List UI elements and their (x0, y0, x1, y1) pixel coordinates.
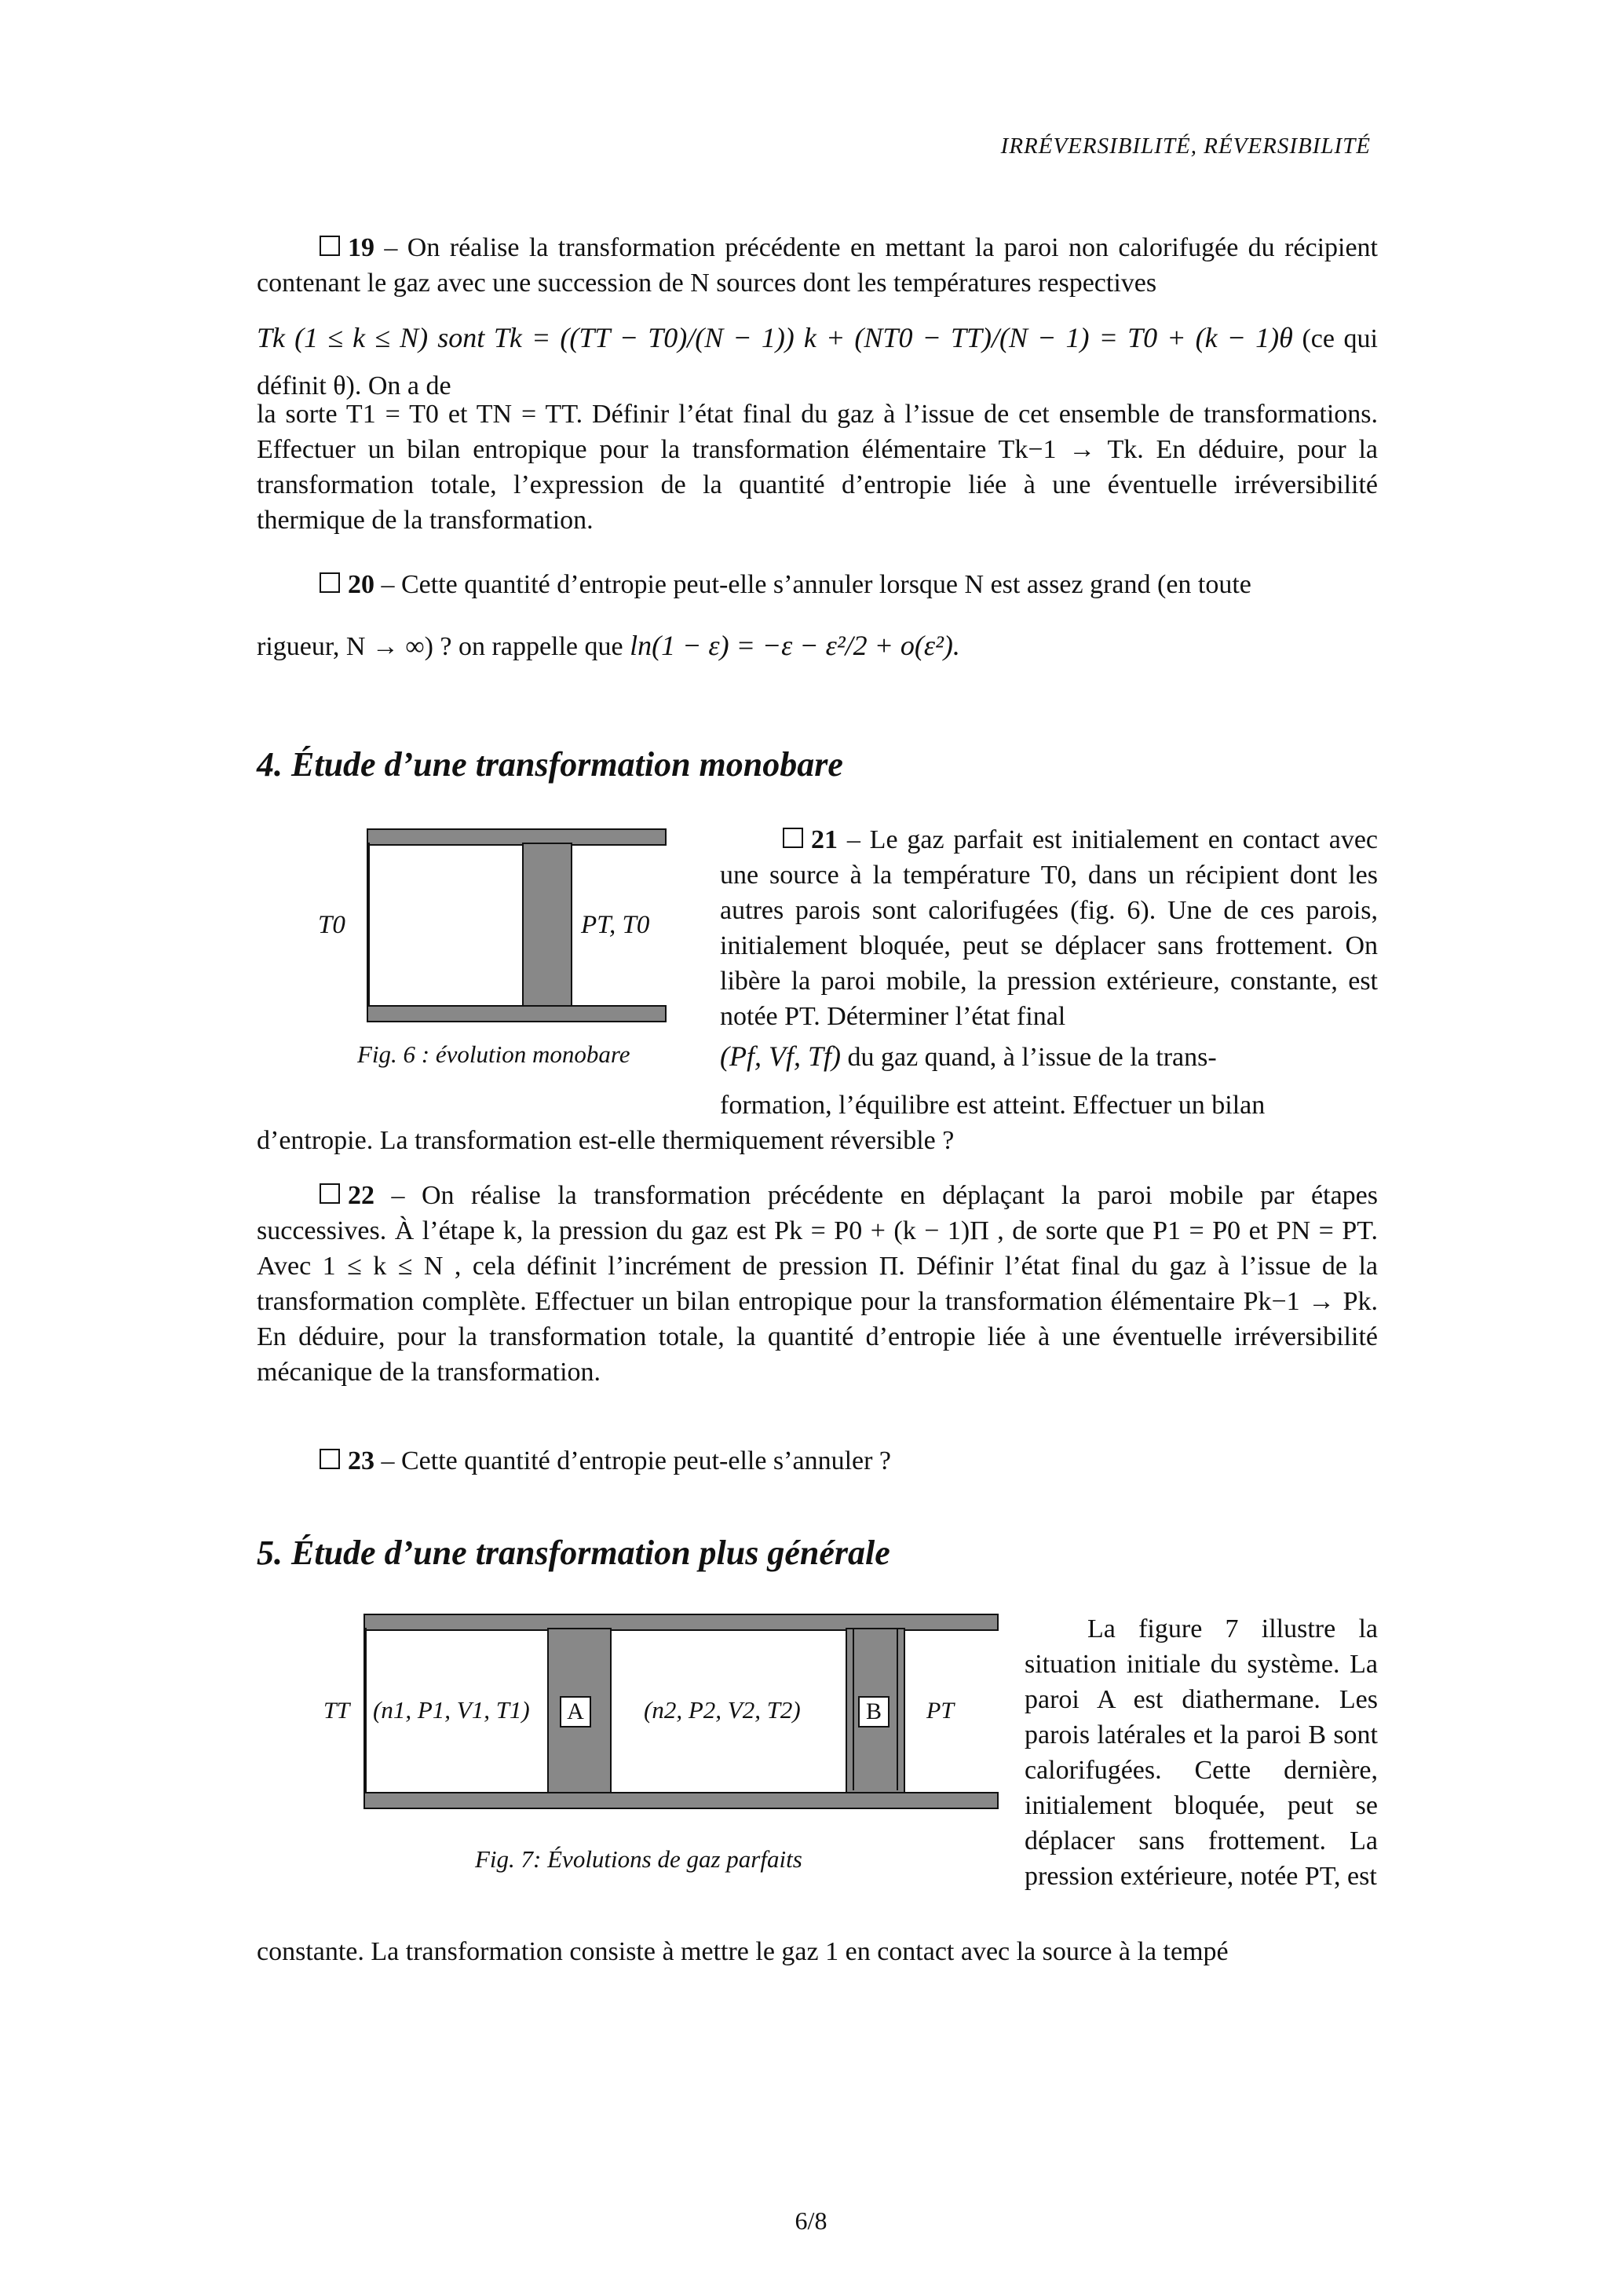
checkbox-icon (320, 1449, 340, 1469)
q19-eq-lead: Tk (1 ≤ k ≤ N) sont (257, 322, 485, 353)
q20-equation: ln(1 − ε) = −ε − ε²/2 + o(ε²). (630, 630, 960, 661)
q19-number: 19 (348, 233, 374, 262)
running-header: IRRÉVERSIBILITÉ, RÉVERSIBILITÉ (1000, 133, 1371, 159)
checkbox-icon (320, 236, 340, 256)
fig6-right-label: PT, T0 (581, 911, 650, 939)
q20-text-1: – Cette quantité d’entropie peut-elle s’annuler lorsque N est assez grand (en toute (381, 570, 1251, 599)
fig6-piston (522, 843, 572, 1007)
fig7-left-label: TT (323, 1698, 350, 1724)
checkbox-icon (783, 828, 803, 848)
q21-paragraph (720, 822, 1378, 1034)
fig6-left-label: T0 (318, 911, 345, 939)
q21-text: – Le gaz parfait est initialement en contact avec une source à la température T0, dans un récipient dont les autres parois sont calorifugées (fig. 6). Une de ces parois, initialement bloquée, peut se déplacer sans frottement. On libère la paroi mobile, la pression extérieure, constante, est notée PT. Déterminer l’état final (720, 825, 1379, 1031)
fig7-caption: Fig. 7: Évolutions de gaz parfaits (475, 1845, 802, 1873)
fig6-bottom-wall (367, 1005, 667, 1022)
fig6-caption: Fig. 6 : évolution monobare (357, 1040, 630, 1068)
page-number: 6/8 (795, 2206, 827, 2235)
fig7-left-wall (363, 1628, 367, 1792)
q21-eq: (Pf, Vf, Tf) (720, 1040, 841, 1072)
q20-number: 20 (348, 570, 374, 599)
fig6-left-wall (367, 843, 370, 1005)
q19-eq-tail: (ce qui définit θ). On a de (257, 324, 1379, 400)
q22-text: – On réalise la transformation précédente en déplaçant la paroi mobile par étapes successives. À l’étape k, la pression du gaz est Pk = P0 + (k − 1)Π , de sorte que P1 = P0 et PN = PT. Avec 1 ≤ k ≤ N , cela définit l’incrément de pression Π. Définir l’état final du gaz à l’issue de la transformation complète. Effectuer un bilan entropique pour la transformation élémentaire Pk−1 → Pk. En déduire, pour la transformation totale, la quantité d’entropie liée à une éventuelle irréversibilité mécanique de la transformation. (257, 1181, 1379, 1387)
q21-number: 21 (811, 825, 838, 854)
q19-eq-main: Tk = ((TT − T0)/(N − 1)) k + (NT0 − TT)/(N − 1) = T0 + (k − 1)θ (493, 322, 1293, 353)
fig7-bottom-wall (363, 1792, 999, 1809)
q21-text-b: du gaz quand, à l’issue de la trans- (847, 1043, 1217, 1072)
q21-line-c: formation, l’équilibre est atteint. Effectuer un bilan (720, 1091, 1266, 1120)
checkbox-icon (320, 572, 340, 593)
fig7-label-b: B (858, 1696, 890, 1727)
fig7-gas1: (n1, P1, V1, T1) (373, 1696, 530, 1724)
fig6-top-wall (367, 828, 667, 846)
fig7-text-column: La figure 7 illustre la situation initiale du système. La paroi A est diathermane. Les parois latérales et la paroi B sont calorifugées. Cette dernière, initialement bloquée, peut se déplacer sans frottement. La pression extérieure, notée PT, est (1025, 1614, 1378, 1891)
q23-paragraph (257, 1443, 1378, 1479)
q19-paragraph-2: la sorte T1 = T0 et TN = TT. Définir l’état final du gaz à l’issue de cet ensemble de transformations. Effectuer un bilan entropique pour la transformation élémentaire Tk−1 → Tk. En déduire, pour la transformation totale, l’expression de la quantité d’entropie liée à une éventuelle irréversibilité thermique de la transformation. (257, 400, 1378, 535)
section-4-title: 4. Étude d’une transformation monobare (257, 745, 843, 784)
q23-text: – Cette quantité d’entropie peut-elle s’annuler ? (381, 1446, 892, 1475)
checkbox-icon (320, 1183, 340, 1204)
section-5-title: 5. Étude d’une transformation plus générale (257, 1534, 890, 1572)
q20-paragraph-2 (257, 628, 1378, 664)
q22-number: 22 (348, 1181, 374, 1210)
q23-number: 23 (348, 1446, 374, 1475)
q19-equation-line (257, 314, 1378, 410)
q20-text-2: rigueur, N → ∞) ? on rappelle que (257, 632, 623, 661)
fig7-label-a: A (560, 1696, 591, 1727)
q20-paragraph-1 (257, 567, 1378, 602)
fig7-text-last-line: constante. La transformation consiste à mettre le gaz 1 en contact avec la source à la tempé (257, 1937, 1229, 1966)
fig7-right-label: PT (926, 1698, 955, 1724)
q19-text-1: – On réalise la transformation précédente en mettant la paroi non calorifugée du récipient contenant le gaz avec une succession de N sources dont les températures respectives (257, 233, 1378, 298)
q21-eq-line (720, 1039, 1378, 1075)
q19-paragraph-1 (257, 230, 1378, 301)
q22-paragraph (257, 1178, 1378, 1390)
fig7-gas2: (n2, P2, V2, T2) (644, 1696, 801, 1724)
q21-line-d: d’entropie. La transformation est-elle thermiquement réversible ? (257, 1126, 955, 1155)
